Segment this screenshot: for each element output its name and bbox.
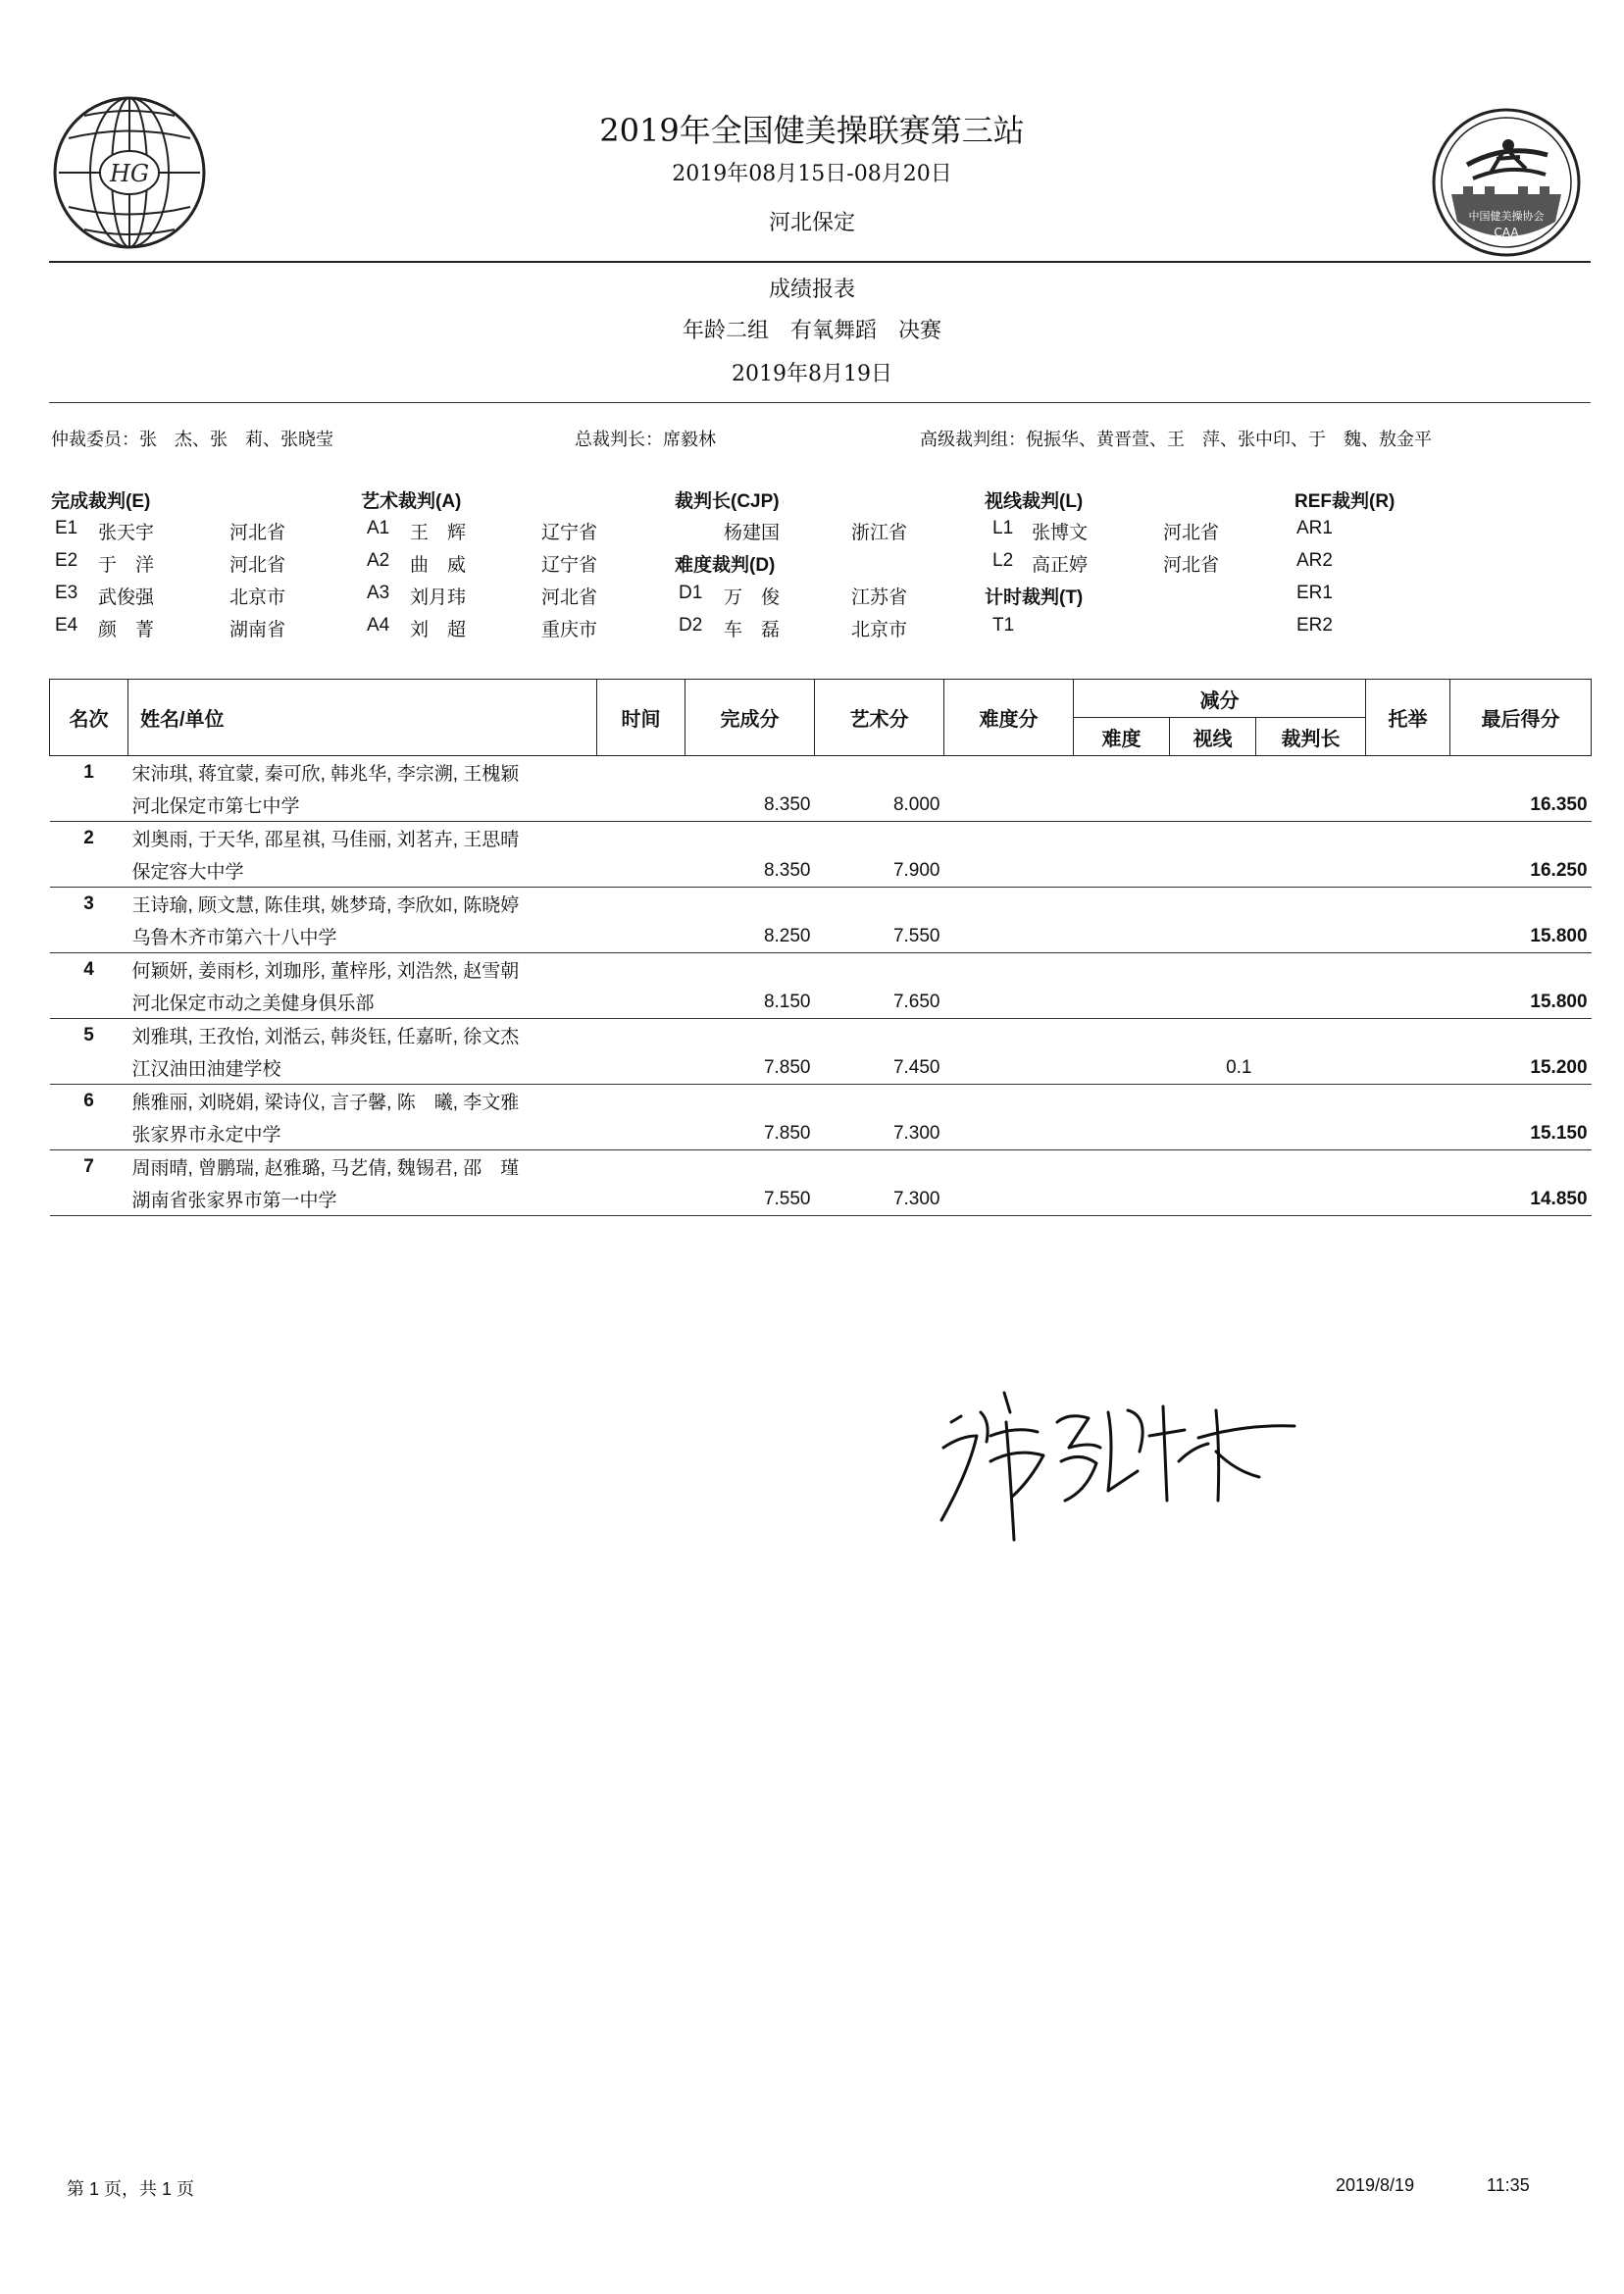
senior-label: 高级裁判组： — [920, 430, 1026, 449]
art-judge-code: A4 — [367, 615, 390, 636]
exec-judge-prov: 河北省 — [229, 523, 286, 543]
time-judge-code: T1 — [992, 615, 1015, 636]
ref-judge-code: ER1 — [1296, 583, 1333, 603]
chief-line — [575, 426, 716, 451]
table-row — [50, 986, 1592, 1019]
exec-judge-code: E1 — [55, 518, 78, 538]
exec-judge-name: 张天宇 — [98, 523, 155, 543]
athletes-cell: 王诗瑜, 顾文慧, 陈佳琪, 姚梦琦, 李欣如, 陈晓婷 — [128, 888, 597, 921]
table-row — [50, 1085, 1592, 1118]
art-score: 7.650 — [815, 986, 944, 1019]
table-row — [50, 1183, 1592, 1216]
line-deduction — [1170, 920, 1256, 953]
line-deduction: 0.1 — [1170, 1051, 1256, 1085]
exec-judge-prov: 湖南省 — [229, 620, 286, 640]
table-row — [50, 888, 1592, 921]
final-score: 16.250 — [1450, 854, 1592, 888]
rank-cell: 4 — [50, 953, 128, 987]
exec-judge-code: E3 — [55, 583, 78, 603]
exec-score: 8.150 — [685, 986, 815, 1019]
report-event: 年龄二组 有氧舞蹈 决赛 — [682, 318, 941, 342]
art-score: 7.550 — [815, 920, 944, 953]
ref-judge-code: ER2 — [1296, 615, 1333, 636]
rank-cell: 3 — [50, 888, 128, 921]
report-divider — [49, 402, 1591, 403]
table-row — [50, 1150, 1592, 1184]
art-judge-prov: 辽宁省 — [541, 555, 598, 576]
diff-judge-code: D2 — [679, 615, 703, 636]
line-deduction — [1170, 1183, 1256, 1216]
col-diff: 难度分 — [944, 680, 1074, 756]
final-score: 15.150 — [1450, 1117, 1592, 1150]
col-name: 姓名/单位 — [128, 680, 597, 756]
col-deduct-cjp: 裁判长 — [1256, 718, 1366, 756]
line-judge-prov: 河北省 — [1163, 523, 1220, 543]
page-title: 2019年全国健美操联赛第三站 — [599, 112, 1025, 149]
art-judge-prov: 辽宁省 — [541, 523, 598, 543]
line-deduction — [1170, 1117, 1256, 1150]
ref-judge-code: AR2 — [1296, 550, 1333, 571]
footer-date: 2019/8/19 — [1336, 2175, 1415, 2195]
table-row — [50, 1019, 1592, 1052]
signature-image — [922, 1353, 1314, 1550]
final-score: 15.800 — [1450, 986, 1592, 1019]
final-score: 14.850 — [1450, 1183, 1592, 1216]
col-deduct: 减分 — [1074, 680, 1366, 718]
final-score: 15.200 — [1450, 1051, 1592, 1085]
final-score: 15.800 — [1450, 920, 1592, 953]
art-judge-name: 王 辉 — [410, 523, 467, 543]
exec-judge-name: 武俊强 — [98, 587, 155, 608]
art-judge-name: 刘月玮 — [410, 587, 467, 608]
col-final: 最后得分 — [1450, 680, 1592, 756]
unit-cell: 河北保定市第七中学 — [128, 789, 597, 822]
col-art: 艺术分 — [815, 680, 944, 756]
exec-score: 8.350 — [685, 854, 815, 888]
footer-time: 11:35 — [1487, 2175, 1530, 2195]
art-judges-heading: 艺术裁判(A) — [361, 491, 462, 512]
diff-judge-name: 车 磊 — [724, 620, 781, 640]
chief-name: 席毅林 — [663, 430, 716, 449]
art-judge-prov: 河北省 — [541, 587, 598, 608]
table-row — [50, 1117, 1592, 1150]
chief-label: 总裁判长： — [575, 430, 663, 449]
rank-cell: 7 — [50, 1150, 128, 1184]
unit-cell: 乌鲁木齐市第六十八中学 — [128, 920, 597, 953]
results-table — [49, 679, 1592, 1216]
exec-judge-prov: 河北省 — [229, 555, 286, 576]
line-judge-prov: 河北省 — [1163, 555, 1220, 576]
exec-judge-prov: 北京市 — [229, 587, 286, 608]
line-deduction — [1170, 986, 1256, 1019]
athletes-cell: 熊雅丽, 刘晓娟, 梁诗仪, 言子馨, 陈 曦, 李文雅 — [128, 1085, 597, 1118]
exec-score: 7.850 — [685, 1051, 815, 1085]
senior-names: 倪振华、黄晋萱、王 萍、张中印、于 魏、敖金平 — [1026, 430, 1432, 449]
art-judge-code: A2 — [367, 550, 390, 571]
report-title: 成绩报表 — [768, 277, 855, 301]
line-judge-code: L2 — [992, 550, 1014, 571]
line-judge-name: 高正婷 — [1032, 555, 1089, 576]
exec-score: 8.350 — [685, 789, 815, 822]
rank-cell: 1 — [50, 756, 128, 790]
logo-right-text: 中国健美操协会 — [1468, 210, 1545, 223]
table-row — [50, 822, 1592, 855]
art-judge-code: A3 — [367, 583, 390, 603]
exec-judge-name: 于 洋 — [98, 555, 155, 576]
line-deduction — [1170, 854, 1256, 888]
col-lift: 托举 — [1366, 680, 1450, 756]
diff-judge-prov: 江苏省 — [851, 587, 908, 608]
diff-judge-prov: 北京市 — [851, 620, 908, 640]
event-city: 河北保定 — [768, 210, 855, 234]
art-score: 7.300 — [815, 1183, 944, 1216]
col-rank: 名次 — [50, 680, 128, 756]
cjp-name: 杨建国 — [724, 523, 781, 543]
table-row — [50, 920, 1592, 953]
rank-cell: 5 — [50, 1019, 128, 1052]
line-judges-heading: 视线裁判(L) — [985, 491, 1084, 512]
jury-label: 仲裁委员： — [51, 430, 139, 449]
col-exec: 完成分 — [685, 680, 815, 756]
results-header — [50, 680, 1592, 756]
diff-judges-heading: 难度裁判(D) — [675, 555, 776, 576]
athletes-cell: 何颖妍, 姜雨杉, 刘珈彤, 董梓彤, 刘浩然, 赵雪朝 — [128, 953, 597, 987]
event-dates: 2019年08月15日-08月20日 — [672, 162, 952, 186]
rank-cell: 6 — [50, 1085, 128, 1118]
time-judges-heading: 计时裁判(T) — [985, 587, 1084, 608]
table-row — [50, 854, 1592, 888]
results-body — [50, 756, 1592, 1216]
jury-line — [51, 426, 333, 451]
art-score: 7.450 — [815, 1051, 944, 1085]
athletes-cell: 刘奥雨, 于天华, 邵星祺, 马佳丽, 刘茗卉, 王思晴 — [128, 822, 597, 855]
unit-cell: 保定容大中学 — [128, 854, 597, 888]
cjp-prov: 浙江省 — [851, 523, 908, 543]
athletes-cell: 周雨晴, 曾鹏瑞, 赵雅璐, 马艺倩, 魏锡君, 邵 瑾 — [128, 1150, 597, 1184]
senior-line — [920, 426, 1432, 451]
table-row — [50, 756, 1592, 790]
exec-judge-code: E4 — [55, 615, 78, 636]
unit-cell: 湖南省张家界市第一中学 — [128, 1183, 597, 1216]
logo-right-abbr: CAA — [1494, 226, 1519, 239]
ref-judge-code: AR1 — [1296, 518, 1333, 538]
col-time: 时间 — [597, 680, 685, 756]
col-deduct-line: 视线 — [1170, 718, 1256, 756]
table-row — [50, 953, 1592, 987]
athletes-cell: 宋沛琪, 蒋宜蒙, 秦可欣, 韩兆华, 李宗溯, 王槐颖 — [128, 756, 597, 790]
art-score: 8.000 — [815, 789, 944, 822]
exec-score: 7.550 — [685, 1183, 815, 1216]
exec-judge-name: 颜 菁 — [98, 620, 155, 640]
diff-judge-name: 万 俊 — [724, 587, 781, 608]
art-judge-code: A1 — [367, 518, 390, 538]
col-deduct-diff: 难度 — [1074, 718, 1170, 756]
cjp-heading: 裁判长(CJP) — [675, 491, 780, 512]
exec-judges-heading: 完成裁判(E) — [51, 491, 151, 512]
line-deduction — [1170, 789, 1256, 822]
unit-cell: 河北保定市动之美健身俱乐部 — [128, 986, 597, 1019]
final-score: 16.350 — [1450, 789, 1592, 822]
report-date: 2019年8月19日 — [732, 362, 892, 386]
athletes-cell: 刘雅琪, 王孜怡, 刘湉云, 韩炎钰, 任嘉昕, 徐文杰 — [128, 1019, 597, 1052]
table-row — [50, 1051, 1592, 1085]
exec-judge-code: E2 — [55, 550, 78, 571]
table-row — [50, 789, 1592, 822]
art-judge-name: 曲 威 — [410, 555, 467, 576]
header-divider — [49, 261, 1591, 263]
art-score: 7.900 — [815, 854, 944, 888]
line-judge-code: L1 — [992, 518, 1014, 538]
art-judge-name: 刘 超 — [410, 620, 467, 640]
line-judge-name: 张博文 — [1032, 523, 1089, 543]
logo-left-text: HG — [109, 160, 150, 187]
jury-names: 张 杰、张 莉、张晓莹 — [139, 430, 333, 449]
art-score: 7.300 — [815, 1117, 944, 1150]
exec-score: 7.850 — [685, 1117, 815, 1150]
unit-cell: 张家界市永定中学 — [128, 1117, 597, 1150]
unit-cell: 江汉油田油建学校 — [128, 1051, 597, 1085]
ref-judges-heading: REF裁判(R) — [1294, 491, 1396, 512]
diff-judge-code: D1 — [679, 583, 703, 603]
exec-score: 8.250 — [685, 920, 815, 953]
rank-cell: 2 — [50, 822, 128, 855]
page-indicator: 第 1 页，共 1 页 — [67, 2179, 195, 2199]
art-judge-prov: 重庆市 — [541, 620, 598, 640]
